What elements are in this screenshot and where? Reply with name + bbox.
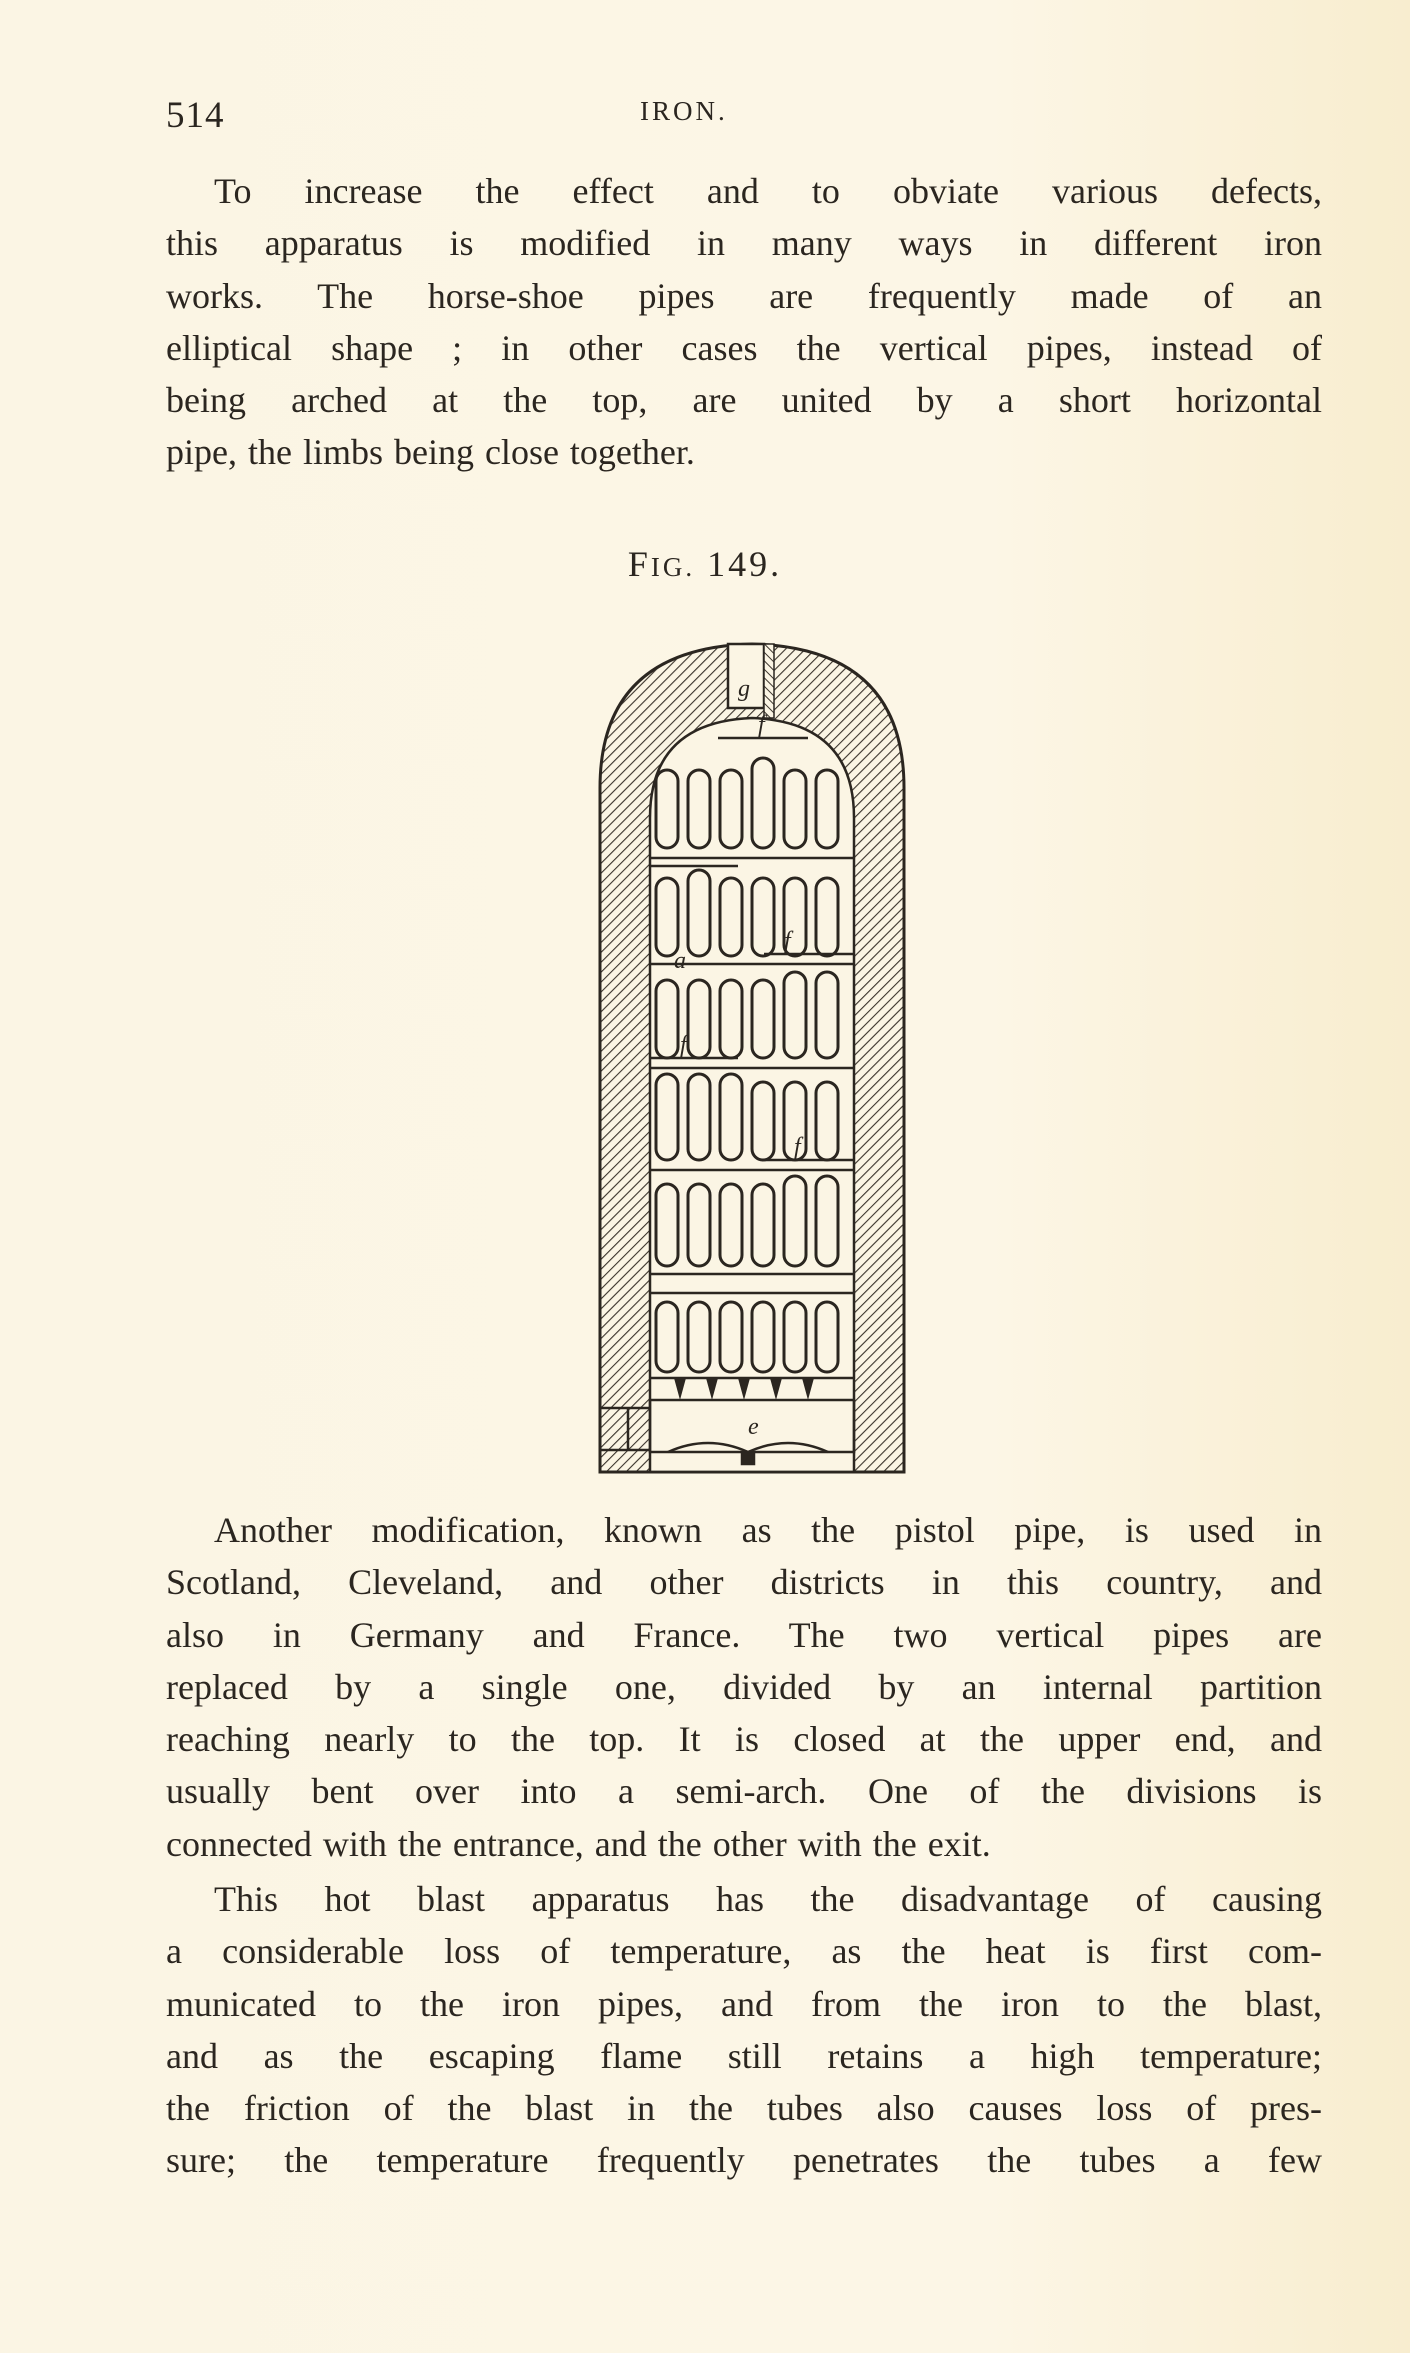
paragraph-1 — [166, 165, 1322, 479]
text-line: To increase the effect and to obviate various defects, — [214, 171, 1322, 211]
text-line: replaced by a single one, divided by an internal partition — [166, 1666, 1322, 1707]
hot-blast-stove-figure — [588, 638, 916, 1476]
running-head — [0, 88, 1410, 136]
caption-number: 149. — [707, 544, 783, 584]
text-line: this apparatus is modified in many ways in different iron — [166, 223, 1322, 264]
text-line: Another modification, known as the pistol pipe, is used in — [214, 1510, 1322, 1550]
paragraph-2 — [166, 1504, 1322, 1870]
label-f-top: f — [758, 712, 765, 738]
text-line: and as the escaping flame still retains a high temperature; — [166, 2035, 1322, 2076]
figure-caption — [0, 543, 1410, 585]
page-number: 514 — [166, 95, 225, 136]
label-f-left: f — [680, 1032, 687, 1058]
text-line: elliptical shape ; in other cases the vertical pipes, instead of — [166, 327, 1322, 368]
text-line: reaching nearly to the top. It is closed at the upper end, and — [166, 1719, 1322, 1760]
running-title: IRON. — [640, 96, 728, 126]
text-line: pipe, the limbs being close together. — [166, 432, 695, 473]
text-line: also in Germany and France. The two vertical pipes are — [166, 1614, 1322, 1655]
label-f-right1: f — [784, 928, 791, 954]
text-line: a considerable loss of temperature, as the heat is first com- — [166, 1931, 1322, 1972]
paragraph-3 — [166, 1873, 1322, 2187]
text-line: municated to the iron pipes, and from the iron to the blast, — [166, 1983, 1322, 2024]
text-line: This hot blast apparatus has the disadvantage of causing — [214, 1879, 1322, 1919]
text-line: the friction of the blast in the tubes also causes loss of pres- — [166, 2088, 1322, 2129]
label-a: a — [674, 948, 686, 974]
caption-smallcaps: IG. — [650, 552, 696, 582]
hot-blast-stove-drawing — [588, 638, 916, 1476]
label-g: g — [738, 676, 750, 702]
caption-prefix: F — [627, 544, 651, 584]
text-line: usually bent over into a semi-arch. One of the divisions is — [166, 1771, 1322, 1812]
label-e: e — [748, 1414, 759, 1440]
text-line: connected with the entrance, and the other with the exit. — [166, 1823, 991, 1864]
text-line: sure; the temperature frequently penetrates the tubes a few — [166, 2140, 1322, 2181]
text-line: works. The horse-shoe pipes are frequently made of an — [166, 275, 1322, 316]
text-line: being arched at the top, are united by a short horizontal — [166, 380, 1322, 421]
text-line: Scotland, Cleveland, and other districts in this country, and — [166, 1562, 1322, 1603]
label-f-right2: f — [794, 1134, 801, 1160]
